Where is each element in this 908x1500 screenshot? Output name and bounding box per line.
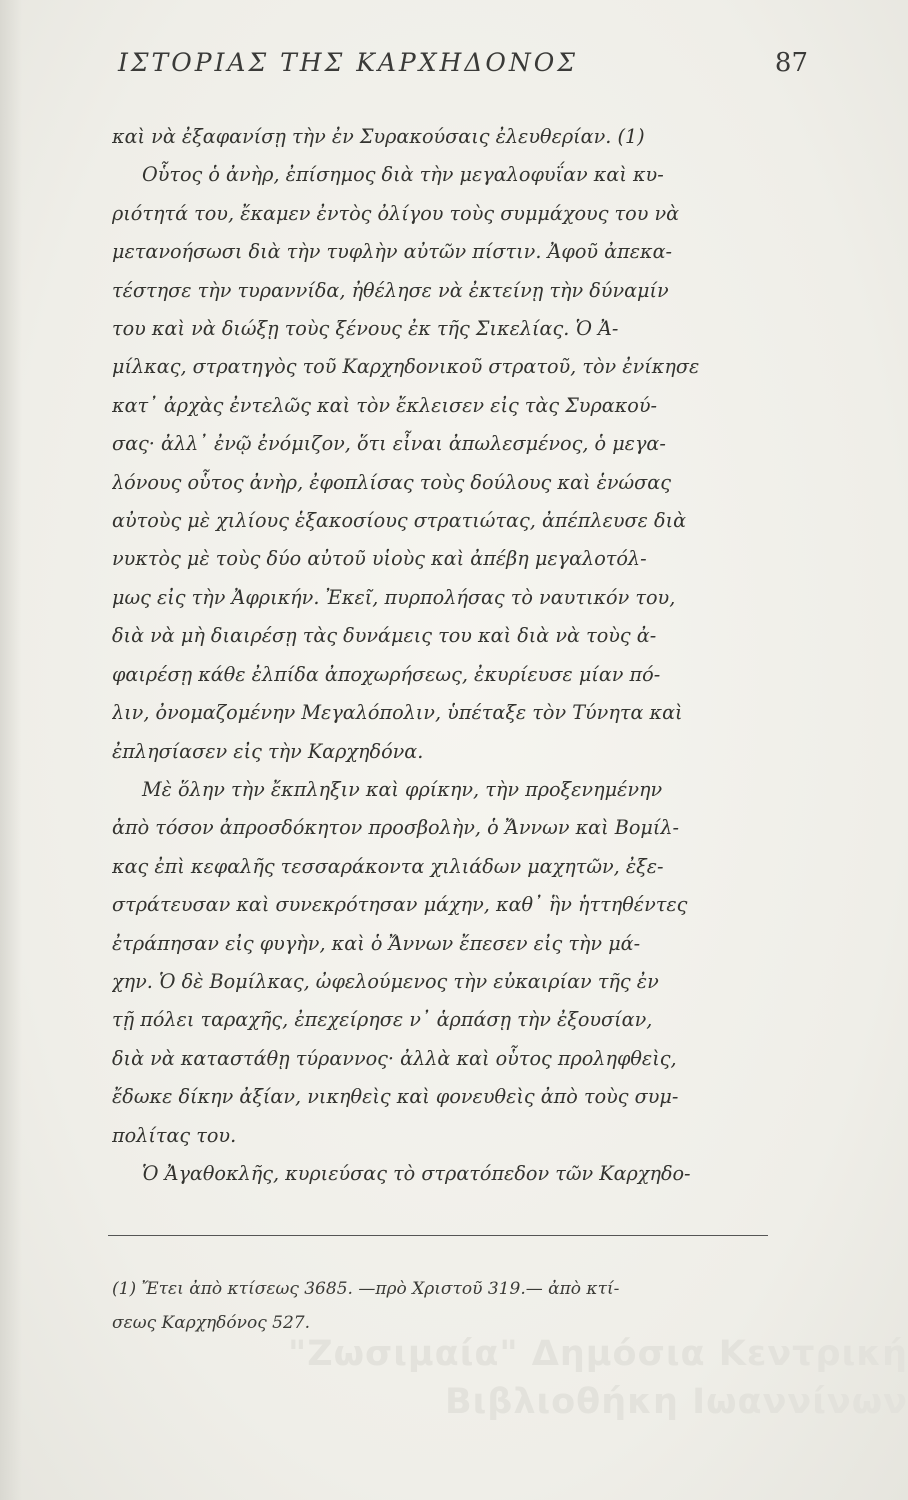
- library-watermark: [150, 1330, 908, 1426]
- footnote-line: (1) Ἔτει ἀπὸ κτίσεως 3685. —πρὸ Χριστοῦ 319.— ἀπὸ κτί-: [112, 1279, 620, 1299]
- watermark-line: "Ζωσιμαία" Δημόσια Κεντρική: [287, 1334, 908, 1374]
- watermark-line: Βιβλιοθήκη Ιωαννίνων: [444, 1382, 908, 1422]
- text-line: μως εἰς τὴν Ἀφρικήν. Ἐκεῖ, πυρπολήσας τὸ ναυτικόν του,: [112, 585, 676, 609]
- text-line: μίλκας, στρατηγὸς τοῦ Καρχηδονικοῦ στρατοῦ, τὸν ἐνίκησε: [112, 355, 700, 379]
- text-line: φαιρέσῃ κάθε ἐλπίδα ἀποχωρήσεως, ἐκυρίευσε μίαν πό-: [112, 662, 661, 686]
- text-line: ἀπὸ τόσον ἀπροσδόκητον προσβολὴν, ὁ Ἄννων καὶ Βομίλ-: [112, 816, 680, 840]
- text-line: πολίτας του.: [112, 1123, 237, 1147]
- text-line: διὰ νὰ μὴ διαιρέσῃ τὰς δυνάμεις του καὶ διὰ νὰ τοὺς ἀ-: [112, 624, 657, 648]
- text-line: λιν, ὀνομαζομένην Μεγαλόπολιν, ὑπέταξε τὸν Τύνητα καὶ: [112, 701, 683, 725]
- text-line: στράτευσαν καὶ συνεκρότησαν μάχην, καθ᾽ ἣν ἡττηθέντες: [112, 893, 688, 917]
- text-line: αὐτοὺς μὲ χιλίους ἑξακοσίους στρατιώτας, ἀπέπλευσε διὰ: [112, 509, 687, 533]
- footnote-line: σεως Καρχηδόνος 527.: [112, 1313, 310, 1333]
- text-line: τέστησε τὴν τυραννίδα, ἠθέλησε νὰ ἐκτείνῃ τὴν δύναμίν: [112, 278, 669, 302]
- text-line: ἔδωκε δίκην ἀξίαν, νικηθεὶς καὶ φονευθεὶς ἀπὸ τοὺς συμ-: [112, 1085, 679, 1109]
- text-line: διὰ νὰ καταστάθῃ τύραννος· ἀλλὰ καὶ οὗτος προληφθεὶς,: [112, 1046, 677, 1070]
- text-line: κας ἐπὶ κεφαλῆς τεσσαράκοντα χιλιάδων μαχητῶν, ἐξε-: [112, 854, 664, 878]
- text-line: μετανοήσωσι διὰ τὴν τυφλὴν αὐτῶν πίστιν. Ἀφοῦ ἀπεκα-: [112, 240, 673, 264]
- binding-shadow: [0, 0, 22, 1500]
- text-line: ριότητά του, ἔκαμεν ἐντὸς ὀλίγου τοὺς συμμάχους του νὰ: [112, 201, 680, 225]
- text-line: σας· ἀλλ᾽ ἐνῷ ἐνόμιζον, ὅτι εἶναι ἀπωλεσμένος, ὁ μεγα-: [112, 432, 666, 456]
- text-line: τῇ πόλει ταραχῆς, ἐπεχείρησε ν᾽ ἁρπάσῃ τὴν ἐξουσίαν,: [112, 1008, 653, 1032]
- running-title: ΙΣΤΟΡΙΑΣ ΤΗΣ ΚΑΡΧΗΔΟΝΟΣ: [118, 48, 578, 77]
- text-line: του καὶ νὰ διώξῃ τοὺς ξένους ἐκ τῆς Σικελίας. Ὁ Ἀ-: [112, 317, 619, 341]
- text-line: Μὲ ὅλην τὴν ἔκπληξιν καὶ φρίκην, τὴν προξενημένην: [142, 777, 663, 801]
- text-line: καὶ νὰ ἐξαφανίσῃ τὴν ἐν Συρακούσαις ἐλευθερίαν. (1): [112, 125, 645, 148]
- text-line: Ὁ Ἀγαθοκλῆς, κυριεύσας τὸ στρατόπεδον τῶν Καρχηδο-: [142, 1161, 691, 1185]
- body-text: [112, 118, 772, 1193]
- text-line: χην. Ὁ δὲ Βομίλκας, ὠφελούμενος τὴν εὐκαιρίαν τῆς ἐν: [112, 969, 659, 993]
- text-line: κατ᾽ ἀρχὰς ἐντελῶς καὶ τὸν ἔκλεισεν εἰς τὰς Συρακού-: [112, 393, 657, 417]
- page-header: [118, 48, 808, 88]
- page-number: 87: [774, 48, 808, 78]
- text-line: Οὗτος ὁ ἀνὴρ, ἐπίσημος διὰ τὴν μεγαλοφυΐαν καὶ κυ-: [142, 163, 664, 187]
- text-line: ἐτράπησαν εἰς φυγὴν, καὶ ὁ Ἄννων ἔπεσεν εἰς τὴν μά-: [112, 931, 641, 955]
- text-line: λόνους οὗτος ἀνὴρ, ἐφοπλίσας τοὺς δούλους καὶ ἑνώσας: [112, 470, 671, 494]
- text-line: νυκτὸς μὲ τοὺς δύο αὐτοῦ υἱοὺς καὶ ἀπέβη μεγαλοτόλ-: [112, 547, 647, 571]
- text-line: ἐπλησίασεν εἰς τὴν Καρχηδόνα.: [112, 739, 424, 763]
- footnote-rule: [108, 1235, 768, 1236]
